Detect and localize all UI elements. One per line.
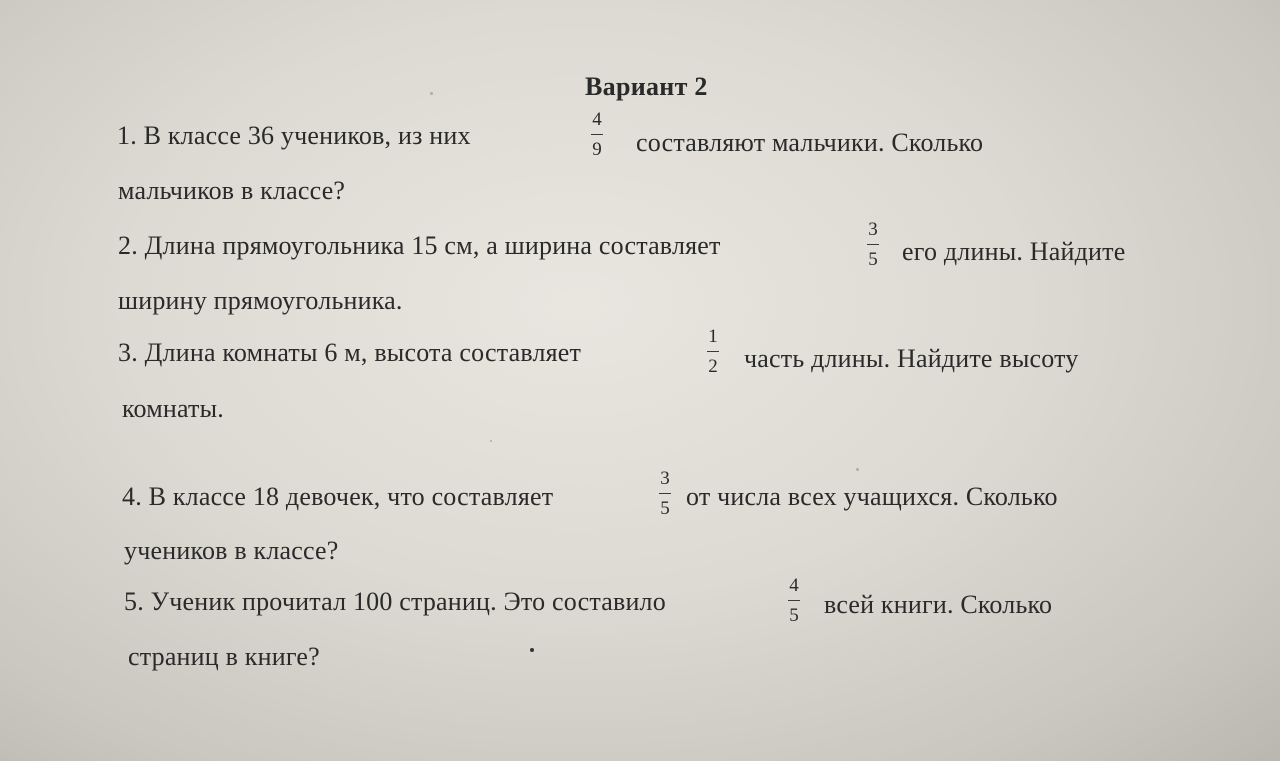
paper-speck: [856, 468, 859, 471]
fraction-bar: [788, 600, 800, 601]
problem-4-text-line2: учеников в классе?: [124, 536, 339, 565]
fraction-denominator: 5: [789, 605, 799, 627]
problem-1-text-after: составляют мальчики. Сколько: [636, 128, 984, 157]
fraction-bar: [591, 134, 603, 135]
problem-1-fraction: [584, 110, 610, 159]
page-title: Вариант 2: [585, 72, 708, 101]
ink-dot: [530, 648, 534, 652]
fraction-bar: [707, 351, 719, 352]
problem-5-text-line2: страниц в книге?: [128, 642, 320, 671]
problem-3-text-after: часть длины. Найдите высоту: [744, 344, 1079, 373]
fraction-denominator: 2: [708, 356, 718, 378]
problem-4-text-after: от числа всех учащихся. Сколько: [686, 482, 1058, 511]
paper-speck: [430, 92, 433, 95]
problem-4-text-before: 4. В классе 18 девочек, что составляет: [122, 482, 554, 511]
fraction-denominator: 9: [592, 139, 602, 161]
fraction-bar: [867, 244, 879, 245]
problem-3-text-line2: комнаты.: [122, 394, 224, 423]
problem-3-text-before: 3. Длина комнаты 6 м, высота составляет: [118, 338, 582, 367]
problem-2-text-after: его длины. Найдите: [902, 237, 1126, 266]
problem-1-text-before: 1. В классе 36 учеников, из них: [117, 121, 471, 150]
fraction-numerator: 4: [592, 109, 602, 130]
problem-5-text-after: всей книги. Сколько: [824, 590, 1053, 619]
fraction-numerator: 3: [660, 468, 670, 489]
problem-5-fraction: [781, 576, 807, 625]
fraction-bar: [659, 493, 671, 494]
fraction-denominator: 5: [868, 249, 878, 271]
problem-3-fraction: [700, 327, 726, 376]
problem-2-text-before: 2. Длина прямоугольника 15 см, а ширина составляет: [118, 231, 721, 260]
problem-1-text-line2: мальчиков в классе?: [118, 176, 346, 205]
problem-4-fraction: [652, 469, 678, 518]
fraction-numerator: 1: [708, 326, 718, 347]
fraction-numerator: 4: [789, 575, 799, 596]
paper-speck: [490, 440, 492, 442]
problem-5-text-before: 5. Ученик прочитал 100 страниц. Это составило: [124, 587, 666, 616]
problem-2-fraction: [860, 220, 886, 269]
problem-2-text-line2: ширину прямоугольника.: [118, 286, 403, 315]
fraction-denominator: 5: [660, 498, 670, 520]
fraction-numerator: 3: [868, 219, 878, 240]
